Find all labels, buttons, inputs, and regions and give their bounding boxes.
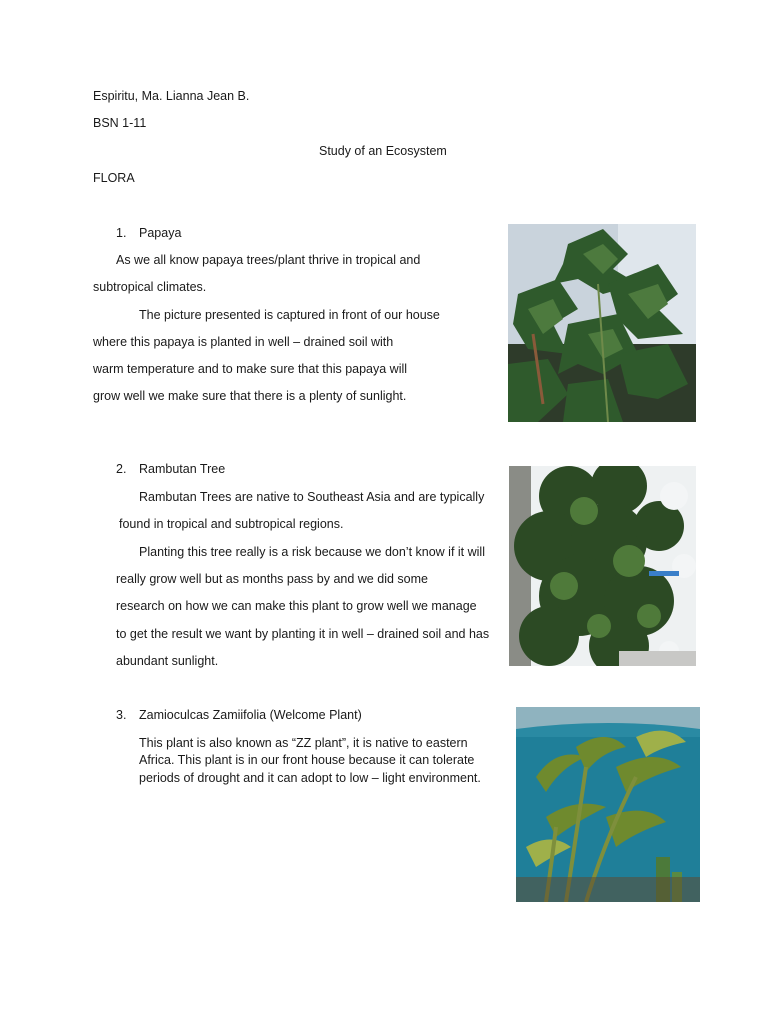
author-name: Espiritu, Ma. Lianna Jean B. bbox=[93, 89, 250, 103]
item-3-number: 3. bbox=[116, 708, 127, 722]
item-2-line: to get the result we want by planting it in well – drained soil and has bbox=[116, 627, 490, 641]
category-heading: FLORA bbox=[93, 171, 135, 185]
item-1-line: grow well we make sure that there is a plenty of sunlight. bbox=[93, 389, 407, 403]
item-1-title: Papaya bbox=[139, 226, 182, 240]
zz-plant-photo bbox=[516, 707, 700, 902]
rambutan-photo bbox=[509, 466, 696, 666]
papaya-photo bbox=[508, 224, 696, 422]
item-1-line: The picture presented is captured in front of our house bbox=[139, 308, 440, 322]
item-3-line: Africa. This plant is in our front house because it can tolerate bbox=[139, 753, 475, 767]
item-3-line: periods of drought and it can adopt to low – light environment. bbox=[139, 771, 481, 785]
item-1-line: As we all know papaya trees/plant thrive in tropical and bbox=[116, 253, 421, 267]
item-2-line: Planting this tree really is a risk because we don’t know if it will bbox=[139, 545, 485, 559]
item-1-line: where this papaya is planted in well – drained soil with bbox=[93, 335, 394, 349]
item-2-number: 2. bbox=[116, 462, 127, 476]
item-2-title: Rambutan Tree bbox=[139, 462, 226, 476]
item-3-line: This plant is also known as “ZZ plant”, it is native to eastern bbox=[139, 736, 468, 750]
item-1-line: subtropical climates. bbox=[93, 280, 207, 294]
item-2-line: abundant sunlight. bbox=[116, 654, 219, 668]
item-2-line: really grow well but as months pass by and we did some bbox=[116, 572, 428, 586]
document-title: Study of an Ecosystem bbox=[319, 144, 447, 158]
item-1-line: warm temperature and to make sure that this papaya will bbox=[93, 362, 408, 376]
item-2-line: research on how we can make this plant to grow well we manage bbox=[116, 599, 477, 613]
item-3-title: Zamioculcas Zamiifolia (Welcome Plant) bbox=[139, 708, 362, 722]
section-label: BSN 1-11 bbox=[93, 116, 147, 130]
item-2-line: found in tropical and subtropical regions. bbox=[119, 517, 344, 531]
item-1-number: 1. bbox=[116, 226, 127, 240]
item-2-line: Rambutan Trees are native to Southeast Asia and are typically bbox=[139, 490, 485, 504]
